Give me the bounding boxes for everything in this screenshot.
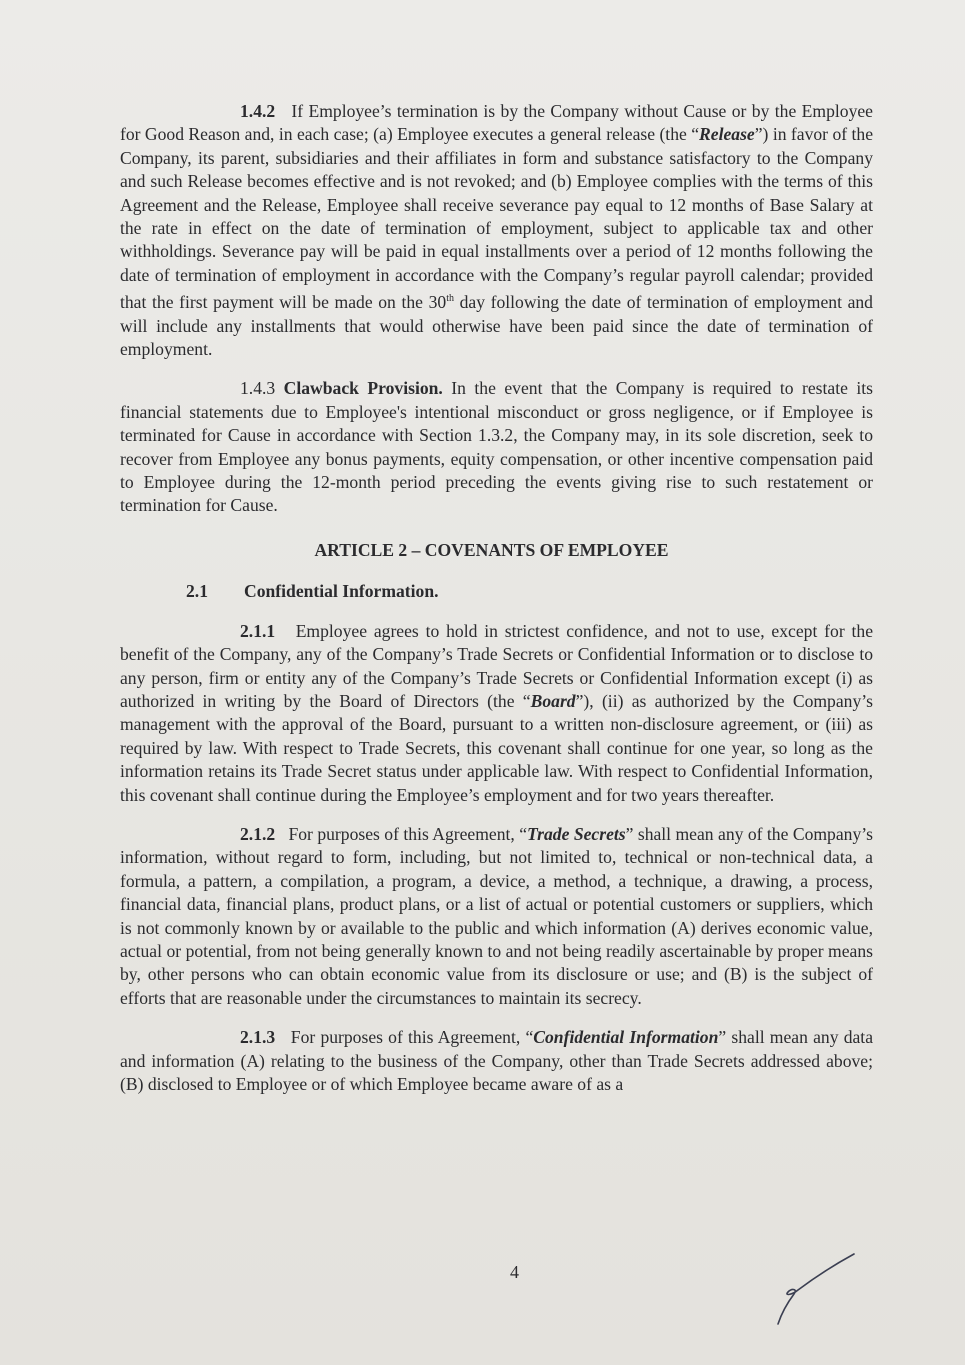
- ordinal-suffix: th: [446, 293, 454, 305]
- section-heading: [120, 581, 873, 602]
- clause-text: day following the date of termination of employment and will include any installments that would otherwise have been paid since the date of termination of employment.: [120, 292, 873, 359]
- clause-number: 1.4.2: [240, 101, 276, 121]
- paragraph-1-4-2: [120, 100, 873, 361]
- clause-text: If Employee’s termination is by the Company without Cause or by the Employee for Good Reason and, in each case; (a) Employee executes a general release (the “: [120, 101, 873, 145]
- paragraph-2-1-2: [120, 823, 873, 1010]
- clause-text: ”) in favor of the Company, its parent, subsidiaries and their affiliates in form and substance satisfactory to the Company and such Release becomes effective and is not revoked; and (b) Employee complies with the terms of this Agreement and the Release, Employee shall receive severance pay equal to 12 months of Base Salary at the rate in effect on the date of termination of employment, subject to applicable tax and other withholdings. Severance pay will be paid in equal installments over a period of 12 months following the date of termination of employment in accordance with the Company’s regular payroll calendar; provided that the first payment will be made on the 30: [120, 124, 874, 313]
- clause-number: 2.1.2: [240, 824, 276, 845]
- clause-text: In the event that the Company is required to restate its financial statements due to Employee's intentional misconduct or gross negligence, or if Employee is terminated for Cause in accordance with Section 1.3.2, the Company may, in its sole discretion, seek to recover from Employee any bonus payments, equity compensation, or other incentive compensation paid to Employee during the 12-month period preceding the events giving rise to such restatement or termination for Cause.: [120, 378, 874, 516]
- paragraph-2-1-1: [120, 620, 873, 807]
- clause-number: 1.4.3: [240, 378, 276, 399]
- defined-term-trade-secrets: Trade Secrets: [527, 824, 626, 845]
- section-title: Confidential Information.: [244, 580, 439, 601]
- clause-text: Employee agrees to hold in strictest confidence, and not to use, except for the benefit of the Company, any of the Company’s Trade Secrets or Confidential Information or to disclose to any person, firm or entity any of the Company’s Trade Secrets or Confidential Information except (i) as authorized in writing by the Board of Directors (the “: [120, 620, 874, 711]
- clause-text: For purposes of this Agreement, “: [290, 1027, 534, 1048]
- defined-term-confidential-information: Confidential Information: [533, 1027, 719, 1048]
- clause-text: ”), (ii) as authorized by the Company’s management with the approval of the Board, pursuant to a written non-disclosure agreement, or (iii) as required by law. With respect to Trade Secrets, this covenant shall continue for one year, so long as the information retains its Trade Secret status under applicable law. With respect to Confidential Information, this covenant shall continue during the Employee’s employment and for two years thereafter.: [120, 690, 873, 805]
- paragraph-2-1-3: [120, 1026, 873, 1096]
- defined-term-board: Board: [530, 690, 576, 711]
- signature-initials: [770, 1250, 865, 1330]
- clause-text: ” shall mean any of the Company’s information, without regard to form, including, but not limited to, technical or non-technical data, a formula, a pattern, a compilation, a program, a device, a method, a technique, a drawing, a process, financial data, financial plans, product plans, or a list of actual or potential customers or suppliers, which is not commonly known by or available to the public and which information (A) derives economic value, actual or potential, from not being generally known to and not being readily ascertainable by proper means by, other persons who can obtain economic value from its disclosure or use; and (B) is the subject of efforts that are reasonable under the circumstances to maintain its secrecy.: [120, 824, 873, 1008]
- page-number: 4: [510, 1262, 519, 1282]
- clause-number: 2.1.1: [240, 620, 276, 641]
- clause-text: ” shall mean any data and information (A) relating to the business of the Company, other than Trade Secrets addressed above; (B) disclosed to Employee or of which Employee became aware of as a: [120, 1027, 874, 1095]
- clause-heading: Clawback Provision.: [283, 378, 443, 399]
- article-heading: ARTICLE 2 – COVENANTS OF EMPLOYEE: [314, 539, 669, 560]
- defined-term-release: Release: [699, 124, 755, 145]
- clause-number: 2.1.3: [240, 1027, 276, 1048]
- section-number: 2.1: [186, 580, 208, 601]
- clause-text: For purposes of this Agreement, “: [288, 824, 528, 845]
- paragraph-1-4-3: [120, 377, 873, 517]
